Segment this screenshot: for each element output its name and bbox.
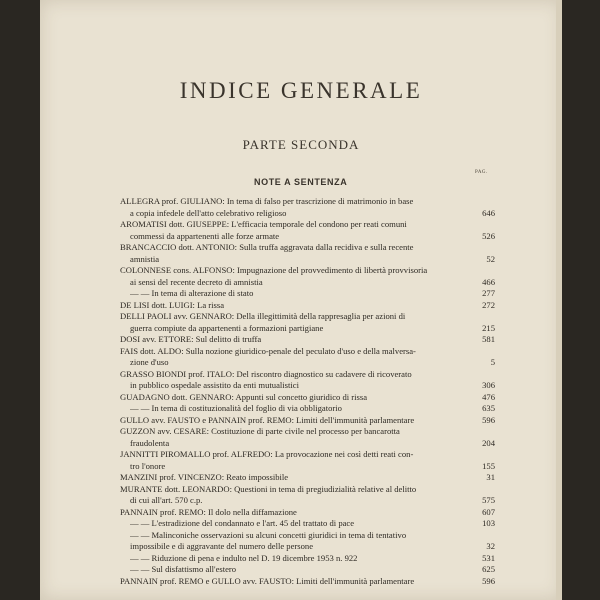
toc-entry-page: 526: [482, 230, 495, 241]
toc-entry: [120, 254, 495, 266]
toc-entry-text: GUADAGNO dott. GENNARO: Appunti sul concetto giuridico di rissa: [120, 391, 368, 402]
toc-entry: [120, 461, 495, 473]
toc-entry-text: COLONNESE cons. ALFONSO: Impugnazione del provvedimento di libertà provvisoria: [120, 265, 428, 275]
toc-entry: [120, 403, 495, 415]
toc-entry-page: 215: [482, 322, 495, 333]
toc-entry: [120, 553, 495, 565]
toc-entry-text: GULLO avv. FAUSTO e PANNAIN prof. REMO: Limiti dell'immunità parlamentare: [120, 414, 415, 425]
toc-entry-text: MANZINI prof. VINCENZO: Reato impossibile: [120, 472, 289, 482]
toc-entry: [120, 576, 495, 588]
toc-entry: [120, 231, 495, 243]
toc-entry: [120, 277, 495, 289]
toc-entry-page: 306: [482, 380, 495, 390]
toc-entry: [120, 541, 495, 553]
toc-entry-page: 625: [482, 564, 495, 574]
page-column-label: PAG.: [475, 170, 488, 175]
toc-entry: [120, 472, 495, 484]
toc-entry: [120, 484, 495, 496]
toc-entry-page: 272: [482, 299, 495, 310]
toc-entry-page: 32: [486, 541, 495, 551]
toc-entry-text: commessi da appartenenti alle forze armate: [130, 230, 280, 241]
toc-entry: [120, 369, 495, 381]
toc-entry-text: a copia infedele dell'atto celebrativo religioso: [130, 207, 287, 218]
toc-entry: [120, 530, 495, 542]
toc-entry: [120, 426, 495, 438]
toc-entry-text: PANNAIN prof. REMO e GULLO avv. FAUSTO: Limiti dell'immunità parlamentare: [120, 575, 415, 586]
toc-entry: [120, 242, 495, 254]
toc-entry: [120, 208, 495, 220]
toc-entry-text: — — In tema di costituzionalità del foglio di via obbligatorio: [130, 403, 342, 413]
toc-entry-text: JANNITTI PIROMALLO prof. ALFREDO: La provocazione nei così detti reati con-: [120, 449, 414, 459]
toc-entry-page: 596: [482, 414, 495, 425]
section-title: NOTE A SENTENZA: [254, 177, 348, 187]
toc-entry-page: 155: [482, 460, 495, 471]
toc-entry-text: DE LISI dott. LUIGI: La rissa: [120, 299, 225, 310]
toc-entry-text: DOSI avv. ETTORE: Sul delitto di truffa: [120, 334, 262, 344]
toc-entry: [120, 311, 495, 323]
toc-entry-text: impossibile e di aggravante del numero delle persone: [130, 541, 314, 551]
page-title: INDICE GENERALE: [179, 78, 423, 103]
toc-entry: [120, 438, 495, 450]
toc-entry-page: 52: [486, 253, 495, 264]
toc-entry: [120, 196, 495, 208]
toc-entry-page: 581: [482, 334, 495, 344]
toc-entry: [120, 323, 495, 335]
toc-entry: [120, 495, 495, 507]
toc-entry-text: GUZZON avv. CESARE: Costituzione di parte civile nel processo per bancarotta: [120, 426, 400, 436]
toc-entry: [120, 415, 495, 427]
toc-entry-page: 476: [482, 391, 495, 402]
toc-entry-text: — — Riduzione di pena e indulto nel D. 19 dicembre 1953 n. 922: [130, 552, 358, 563]
book-page: [40, 0, 562, 600]
toc-entry-text: AROMATISI dott. GIUSEPPE: L'efficacia temporale del condono per reati comuni: [120, 219, 407, 229]
toc-entry: [120, 392, 495, 404]
toc-entry-text: — — L'estradizione del condannato e l'art. 45 del trattato di pace: [130, 518, 355, 528]
toc-entry-text: GRASSO BIONDI prof. ITALO: Del riscontro diagnostico su cadavere di ricoverato: [120, 368, 412, 379]
toc-entry: [120, 219, 495, 231]
part-heading: PARTE SECONDA: [242, 137, 360, 152]
toc-entry-text: in pubblico ospedale assistito da enti mutualistici: [130, 380, 299, 390]
toc-entry: [120, 449, 495, 461]
toc-entry-page: 5: [490, 357, 495, 367]
toc-entry-text: — — Malinconiche osservazioni su alcuni concetti giuridici in tema di tentativo: [130, 529, 407, 540]
toc-entry: [120, 380, 495, 392]
toc-entry: [120, 346, 495, 358]
toc-entry: [120, 334, 495, 346]
toc-entry-text: — — In tema di alterazione di stato: [130, 288, 254, 298]
toc-entry-text: fraudolenta: [130, 437, 170, 448]
toc-entry-text: — — Sul disfattismo all'estero: [130, 564, 237, 574]
toc-entry: [120, 288, 495, 300]
toc-entry-page: 204: [482, 437, 495, 448]
toc-entry-page: 466: [482, 276, 495, 287]
toc-entry-page: 103: [482, 518, 495, 528]
toc-entry: [120, 518, 495, 530]
toc-entry: [120, 507, 495, 519]
toc-entry-text: ai sensi del recente decreto di amnistia: [130, 276, 263, 287]
toc-entry: [120, 564, 495, 576]
toc-entry-page: 596: [482, 575, 495, 586]
toc-entry-text: di cui all'art. 570 c.p.: [130, 495, 203, 505]
toc-entry: [120, 300, 495, 312]
toc-entry-page: 575: [482, 495, 495, 505]
toc-entry-page: 635: [482, 403, 495, 413]
toc-entry-text: MURANTE dott. LEONARDO: Questioni in tema di pregiudizialità relative al delitto: [120, 483, 417, 494]
toc-entry-text: tro l'onore: [130, 460, 166, 471]
table-of-contents: [120, 196, 495, 587]
toc-entry-text: DELLI PAOLI avv. GENNARO: Della illegittimità della rappresaglia per azioni di: [120, 311, 406, 321]
toc-entry-text: FAIS dott. ALDO: Sulla nozione giuridico-penale del peculato d'uso e della malversa-: [120, 345, 416, 356]
toc-entry-page: 646: [482, 207, 495, 218]
toc-entry-page: 531: [482, 552, 495, 563]
toc-entry-page: 607: [482, 506, 495, 517]
toc-entry: [120, 265, 495, 277]
toc-entry-text: ALLEGRA prof. GIULIANO: In tema di falso per trascrizione di matrimonio in base: [120, 196, 414, 206]
toc-entry-text: PANNAIN prof. REMO: Il dolo nella diffamazione: [120, 506, 297, 517]
toc-entry-page: 31: [486, 472, 495, 482]
toc-entry-text: BRANCACCIO dott. ANTONIO: Sulla truffa aggravata dalla recidiva e sulla recente: [120, 242, 414, 252]
toc-entry-text: amnistia: [130, 253, 160, 264]
toc-entry-text: guerra compiute da appartenenti a formazioni partigiane: [130, 322, 324, 333]
toc-entry-page: 277: [482, 288, 495, 298]
toc-entry: [120, 357, 495, 369]
toc-entry-text: zione d'uso: [130, 357, 169, 367]
